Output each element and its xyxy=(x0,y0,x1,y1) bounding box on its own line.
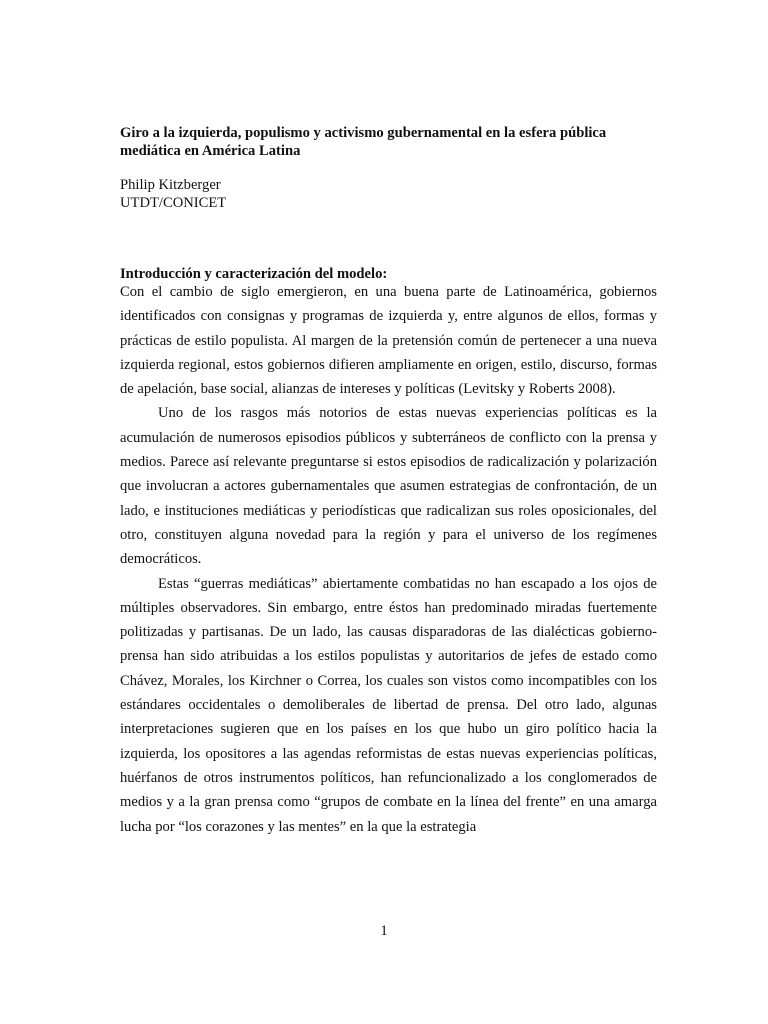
page-content xyxy=(120,124,657,839)
paragraph-3: Estas “guerras mediáticas” abiertamente combatidas no han escapado a los ojos de múltiples observadores. Sin embargo, entre éstos han predominado miradas fuertemente politizadas y partisanas. De un lado, las causas disparadoras de las dialécticas gobierno-prensa han sido atribuidas a los estilos populistas y autoritarios de jefes de estado como Chávez, Morales, los Kirchner o Correa, los cuales son vistos como incompatibles con los estándares occidentales o demoliberales de libertad de prensa. Del otro lado, algunas interpretaciones sugieren que en los países en los que hubo un giro político hacia la izquierda, los opositores a las agendas reformistas de estas nuevas experiencias políticas, huérfanos de otros instrumentos políticos, han refuncionalizado a los conglomerados de medios y a la gran prensa como “grupos de combate en la línea del frente” en una amarga lucha por “los corazones y las mentes” en la que la estrategia xyxy=(120,575,657,835)
page-number: 1 xyxy=(380,923,388,939)
author-block xyxy=(120,176,657,212)
section-heading: Introducción y caracterización del modelo: xyxy=(120,266,388,282)
author-name: Philip Kitzberger xyxy=(120,177,221,193)
author-affiliation: UTDT/CONICET xyxy=(120,195,227,211)
document-title: Giro a la izquierda, populismo y activismo gubernamental en la esfera pública mediática en América Latina xyxy=(120,125,607,159)
paragraph-2: Uno de los rasgos más notorios de estas nuevas experiencias políticas es la acumulación de numerosos episodios públicos y subterráneos de conflicto con la prensa y medios. Parece así relevante preguntarse si estos episodios de radicalización y polarización que involucran a actores gubernamentales que asumen estrategias de confrontación, de un lado, e instituciones mediáticas y periodísticas que radicalizan sus roles oposicionales, del otro, constituyen alguna novedad para la región y para el universo de los regímenes democráticos. xyxy=(120,405,657,568)
paragraph-1: Con el cambio de siglo emergieron, en una buena parte de Latinoamérica, gobiernos identificados con consignas y programas de izquierda y, entre algunos de ellos, formas y prácticas de estilo populista. Al margen de la pretensión común de pertenecer a una nueva izquierda regional, estos gobiernos difieren ampliamente en origen, estilo, discurso, formas de apelación, base social, alianzas de intereses y políticas (Levitsky y Roberts 2008). xyxy=(120,284,657,398)
